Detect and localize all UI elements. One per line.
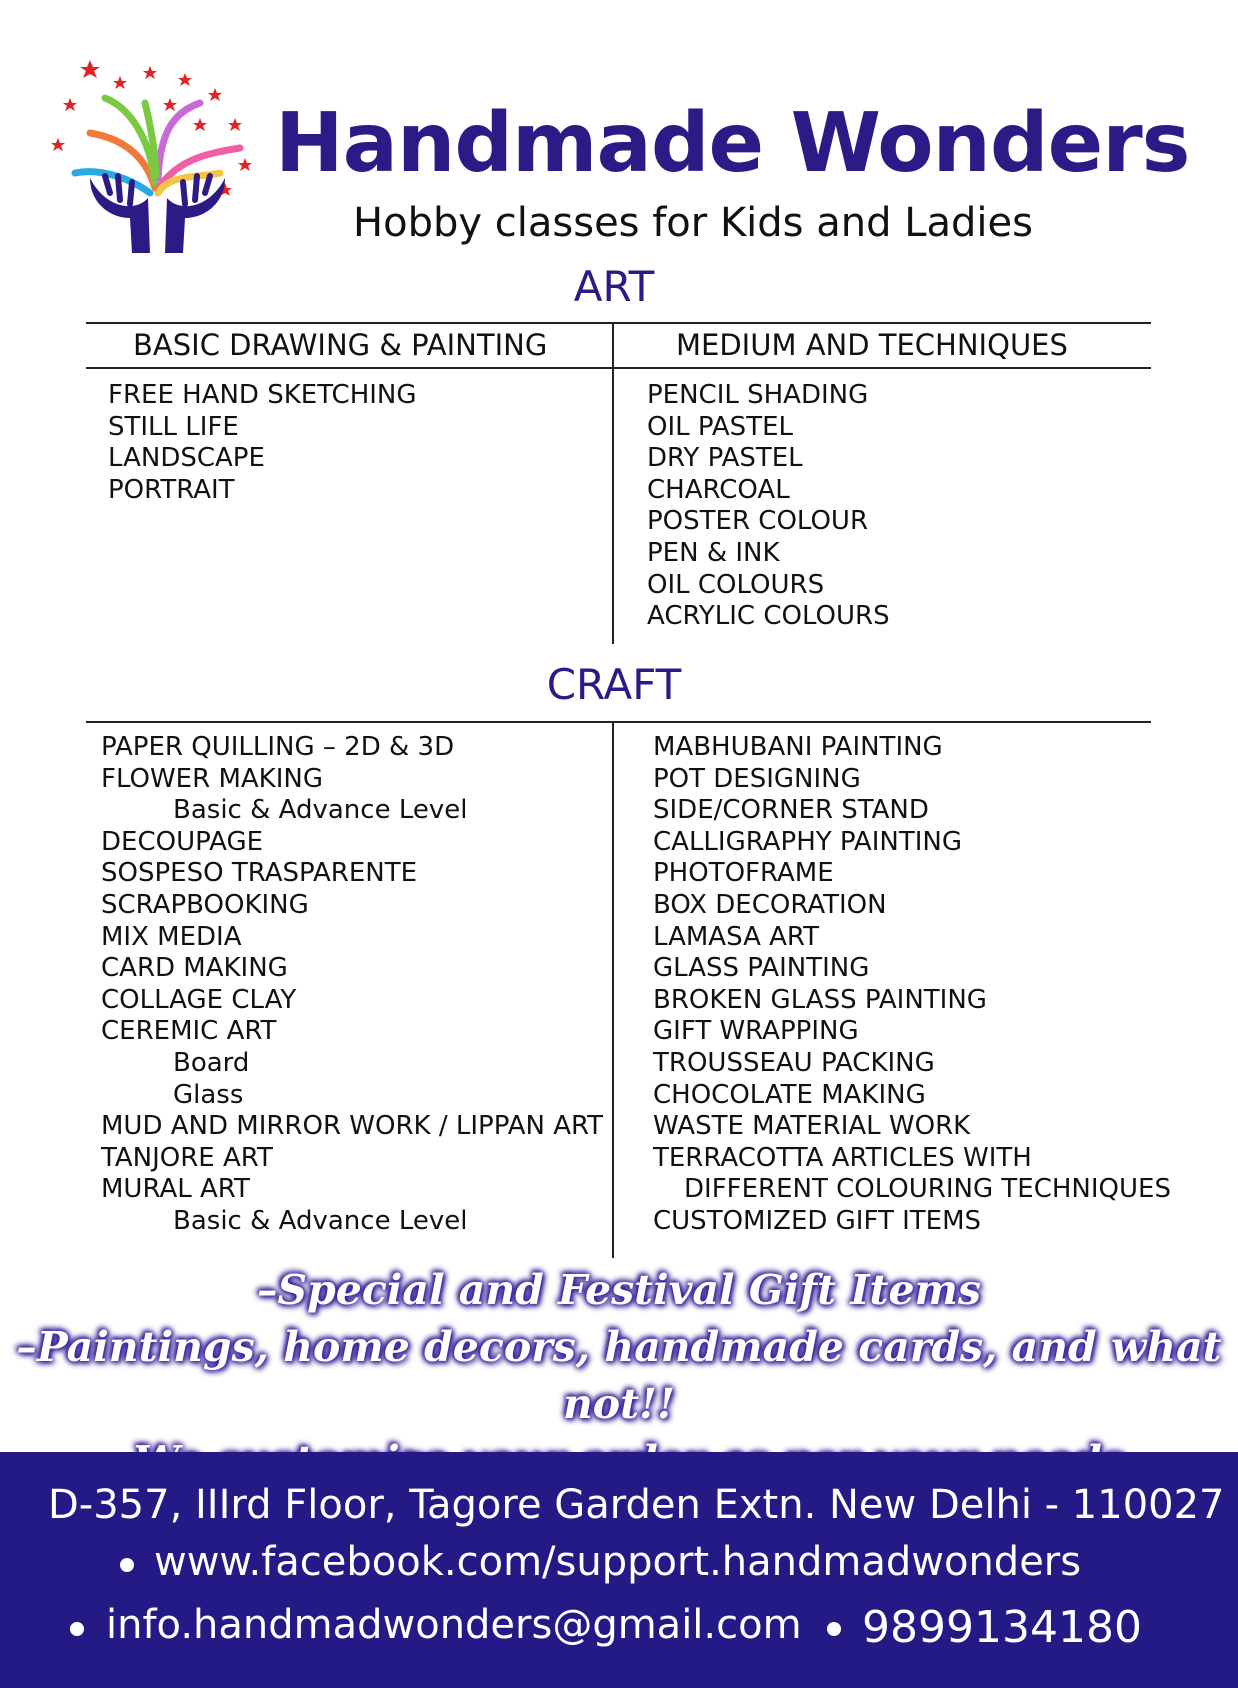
list-item: SIDE/CORNER STAND: [653, 795, 929, 826]
list-item: SOSPESO TRASPARENTE: [101, 858, 418, 889]
bullet-icon: [70, 1622, 84, 1636]
list-item: TANJORE ART: [101, 1142, 273, 1173]
list-item: CARD MAKING: [101, 953, 288, 984]
list-item: LANDSCAPE: [108, 443, 265, 474]
art-left-list: [108, 380, 417, 506]
promo-line-1: –Special and Festival Gift Items: [256, 1266, 982, 1314]
craft-left-list: [101, 732, 603, 1238]
list-subitem: Board: [173, 1047, 250, 1078]
address: D-357, IIIrd Floor, Tagore Garden Extn. New Delhi - 110027: [48, 1482, 1225, 1528]
art-section-title: ART: [573, 262, 655, 311]
list-item: BOX DECORATION: [653, 889, 887, 920]
list-item: CHOCOLATE MAKING: [653, 1079, 926, 1110]
list-item: FREE HAND SKETCHING: [108, 380, 417, 410]
list-subitem: Glass: [173, 1079, 244, 1110]
craft-column-divider: [612, 721, 614, 1258]
list-item: FLOWER MAKING: [101, 763, 323, 794]
list-item: PENCIL SHADING: [647, 380, 869, 410]
list-item: COLLAGE CLAY: [101, 984, 297, 1015]
list-item: MUD AND MIRROR WORK / LIPPAN ART: [101, 1111, 604, 1142]
list-subitem: Basic & Advance Level: [173, 795, 468, 826]
list-item: DRY PASTEL: [647, 443, 803, 474]
list-item: PHOTOFRAME: [653, 858, 834, 889]
list-item: POT DESIGNING: [653, 763, 861, 794]
bullet-icon: [120, 1558, 134, 1572]
art-right-list: [647, 380, 890, 633]
list-item: OIL COLOURS: [647, 569, 825, 600]
list-item: WASTE MATERIAL WORK: [653, 1111, 971, 1142]
art-top-divider: [86, 322, 1151, 324]
craft-top-divider: [86, 721, 1151, 723]
tagline: Hobby classes for Kids and Ladies: [353, 200, 1033, 246]
list-item: PAPER QUILLING – 2D & 3D: [101, 732, 455, 762]
list-subitem: DIFFERENT COLOURING TECHNIQUES: [684, 1174, 1171, 1205]
art-header-divider: [86, 367, 1151, 369]
list-item: PEN & INK: [647, 537, 780, 568]
list-item: DECOUPAGE: [101, 826, 264, 857]
list-item: SCRAPBOOKING: [101, 889, 309, 920]
list-item: PORTRAIT: [108, 474, 235, 505]
art-left-heading: BASIC DRAWING & PAINTING: [133, 328, 548, 362]
list-item: CALLIGRAPHY PAINTING: [653, 826, 962, 857]
list-item: MIX MEDIA: [101, 921, 242, 952]
list-item: POSTER COLOUR: [647, 506, 869, 537]
list-item: CUSTOMIZED GIFT ITEMS: [653, 1205, 982, 1236]
phone-number[interactable]: 9899134180: [862, 1602, 1142, 1653]
facebook-link[interactable]: www.facebook.com/support.handmadwonders: [154, 1539, 1082, 1585]
list-item: GIFT WRAPPING: [653, 1016, 859, 1047]
list-item: ACRYLIC COLOURS: [647, 601, 890, 632]
list-item: LAMASA ART: [653, 921, 819, 952]
contact-footer: [0, 1452, 1238, 1688]
list-item: CEREMIC ART: [101, 1016, 277, 1047]
list-item: MURAL ART: [101, 1174, 250, 1205]
list-item: OIL PASTEL: [647, 411, 793, 442]
list-item: GLASS PAINTING: [653, 953, 870, 984]
art-column-divider: [612, 322, 614, 644]
craft-right-list: [653, 732, 1171, 1238]
list-item: TERRACOTTA ARTICLES WITH: [653, 1142, 1032, 1173]
bullet-icon: [827, 1622, 841, 1636]
list-item: TROUSSEAU PACKING: [653, 1047, 935, 1078]
email-link[interactable]: info.handmadwonders@gmail.com: [106, 1602, 802, 1648]
art-right-heading: MEDIUM AND TECHNIQUES: [676, 328, 1068, 362]
list-item: BROKEN GLASS PAINTING: [653, 984, 987, 1015]
list-subitem: Basic & Advance Level: [173, 1205, 468, 1236]
brand-name: Handmade Wonders: [275, 96, 1190, 191]
list-item: MABHUBANI PAINTING: [653, 732, 943, 762]
promo-line-2: –Paintings, home decors, handmade cards, and what not!!: [16, 1323, 1222, 1428]
craft-section-title: CRAFT: [546, 660, 682, 709]
list-item: STILL LIFE: [108, 411, 239, 442]
list-item: CHARCOAL: [647, 474, 790, 505]
